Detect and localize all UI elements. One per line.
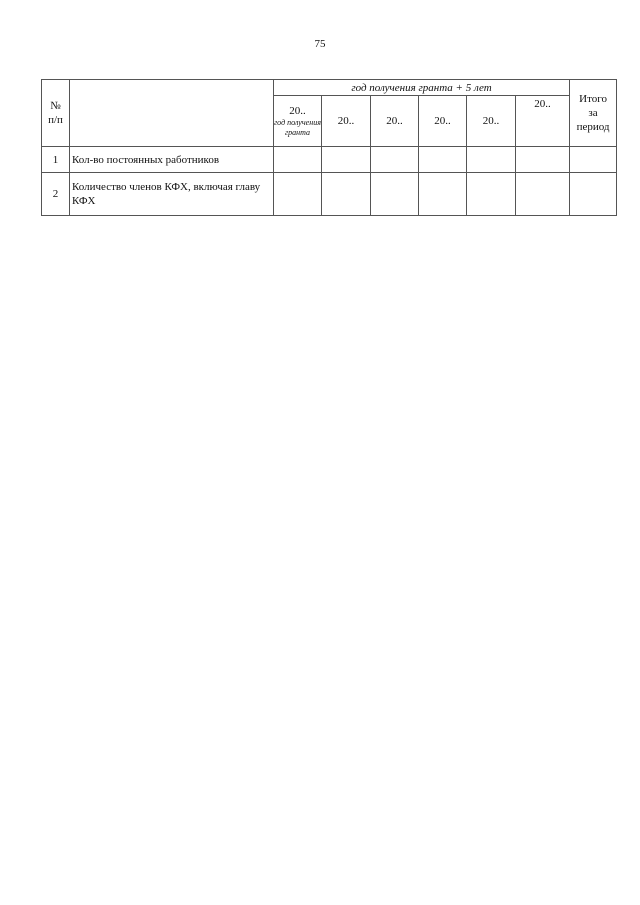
table-row [42,173,617,216]
cell [419,173,467,216]
header-year-first [274,96,322,147]
row-label: Кол-во постоянных работников [70,147,274,173]
cell [516,147,570,173]
cell [467,147,516,173]
header-year-first-value: 20.. [289,104,306,117]
cell [570,173,617,216]
header-year: 20.. [516,96,570,147]
header-year: 20.. [371,96,419,147]
row-num: 1 [42,147,70,173]
cell [371,173,419,216]
header-year: 20.. [467,96,516,147]
cell [419,147,467,173]
header-num: № п/п [42,80,70,147]
cell [570,147,617,173]
header-empty [70,80,274,147]
header-total: Итого за период [570,80,617,147]
cell [467,173,516,216]
header-group: год получения гранта + 5 лет [274,80,570,96]
cell [322,173,371,216]
cell [274,173,322,216]
row-num: 2 [42,173,70,216]
cell [516,173,570,216]
table-row [42,147,617,173]
cell [371,147,419,173]
page-number: 75 [314,38,326,50]
header-year-first-note: год получения гранта [274,117,321,137]
cell [274,147,322,173]
data-table [41,79,617,216]
header-year: 20.. [322,96,371,147]
cell [322,147,371,173]
row-label: Количество членов КФХ, включая главу КФХ [70,173,274,216]
header-year: 20.. [419,96,467,147]
